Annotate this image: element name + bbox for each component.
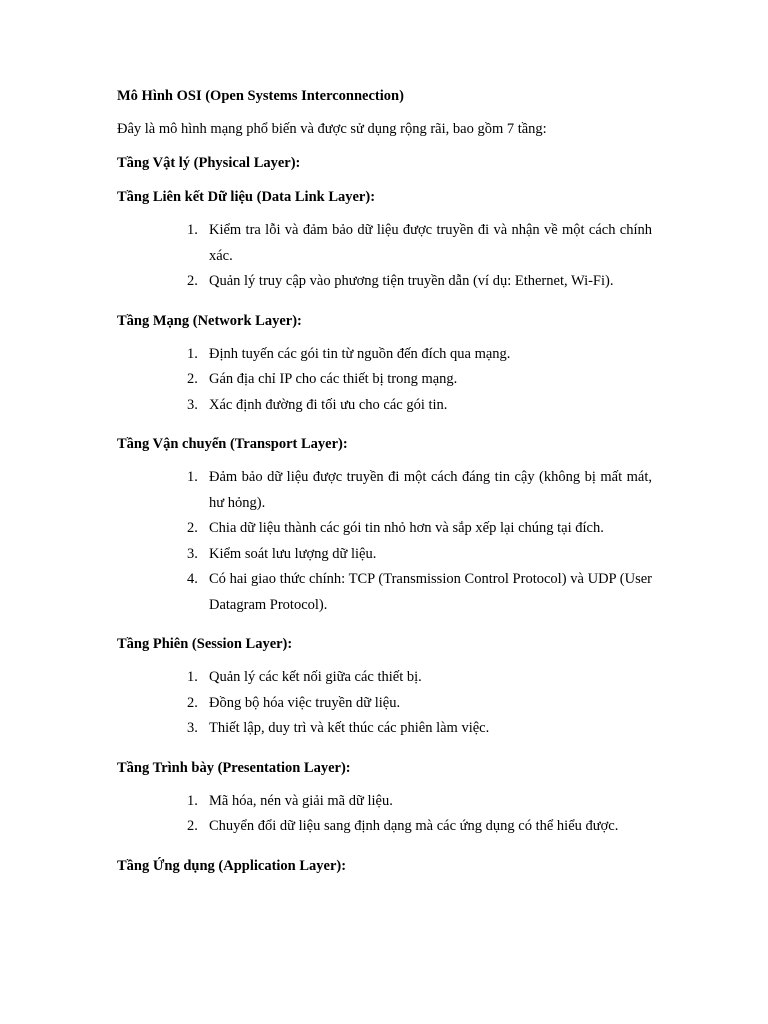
list-data-link	[117, 218, 652, 295]
list-number: 1.	[187, 669, 198, 685]
list-number: 1.	[187, 345, 198, 362]
list-item	[117, 465, 652, 516]
section-heading-presentation: Tầng Trình bày (Presentation Layer):	[117, 759, 351, 776]
list-item	[117, 665, 652, 691]
list-item	[117, 567, 652, 618]
list-item	[117, 516, 652, 542]
list-number: 3.	[187, 720, 198, 736]
document-title: Mô Hình OSI (Open Systems Interconnection)	[117, 88, 404, 104]
list-item	[117, 814, 652, 840]
list-item-text: Đồng bộ hóa việc truyền dữ liệu.	[209, 694, 401, 711]
list-item	[117, 542, 652, 568]
section-heading-transport: Tầng Vận chuyển (Transport Layer):	[117, 436, 348, 452]
list-number: 1.	[187, 469, 198, 485]
list-item-text: Xác định đường đi tối ưu cho các gói tin.	[209, 396, 448, 413]
section-heading-application: Tầng Ứng dụng (Application Layer):	[117, 857, 347, 874]
list-number: 2.	[187, 371, 198, 387]
list-item	[117, 342, 652, 368]
list-item-text: Quản lý truy cập vào phương tiện truyền dẫn (ví dụ: Ethernet, Wi-Fi).	[209, 273, 614, 289]
list-item-text: Kiểm tra lỗi và đảm bảo dữ liệu được truyền đi và nhận về một cách chính xác.	[209, 222, 652, 264]
list-item	[117, 789, 652, 815]
list-network	[117, 342, 652, 419]
list-presentation	[117, 789, 652, 840]
list-item-text: Thiết lập, duy trì và kết thúc các phiên làm việc.	[209, 720, 490, 736]
list-item-text: Quản lý các kết nối giữa các thiết bị.	[209, 669, 422, 685]
document-page	[117, 84, 652, 878]
section-heading-session: Tầng Phiên (Session Layer):	[117, 636, 293, 652]
list-item-text: Kiểm soát lưu lượng dữ liệu.	[209, 545, 377, 562]
section-heading-network: Tầng Mạng (Network Layer):	[117, 312, 302, 329]
list-item	[117, 691, 652, 717]
list-number: 1.	[187, 792, 198, 809]
list-item-text: Chuyển đổi dữ liệu sang định dạng mà các ứng dụng có thể hiểu được.	[209, 818, 619, 834]
list-number: 2.	[187, 818, 198, 834]
list-item-text: Chia dữ liệu thành các gói tin nhỏ hơn và sắp xếp lại chúng tại đích.	[209, 520, 604, 536]
list-item-text: Đảm bảo dữ liệu được truyền đi một cách đáng tin cậy (không bị mất mát, hư hỏng).	[209, 469, 652, 511]
list-item-text: Có hai giao thức chính: TCP (Transmission Control Protocol) và UDP (User Datagram Protocol).	[209, 571, 652, 613]
list-number: 3.	[187, 545, 198, 562]
list-number: 1.	[187, 222, 198, 238]
intro-paragraph: Đây là mô hình mạng phổ biến và được sử dụng rộng rãi, bao gồm 7 tầng:	[117, 121, 547, 137]
list-item	[117, 269, 652, 295]
list-item-text: Mã hóa, nén và giải mã dữ liệu.	[209, 792, 393, 809]
section-heading-data-link: Tầng Liên kết Dữ liệu (Data Link Layer):	[117, 189, 376, 205]
list-number: 2.	[187, 273, 198, 289]
list-item	[117, 218, 652, 269]
list-number: 3.	[187, 396, 198, 413]
list-item-text: Gán địa chỉ IP cho các thiết bị trong mạng.	[209, 371, 458, 387]
list-session	[117, 665, 652, 742]
section-heading-physical: Tầng Vật lý (Physical Layer):	[117, 155, 301, 171]
list-transport	[117, 465, 652, 618]
list-item-text: Định tuyến các gói tin từ nguồn đến đích qua mạng.	[209, 345, 511, 362]
list-number: 2.	[187, 694, 198, 711]
list-item	[117, 716, 652, 742]
list-item	[117, 367, 652, 393]
list-item	[117, 393, 652, 419]
list-number: 4.	[187, 571, 198, 587]
list-number: 2.	[187, 520, 198, 536]
